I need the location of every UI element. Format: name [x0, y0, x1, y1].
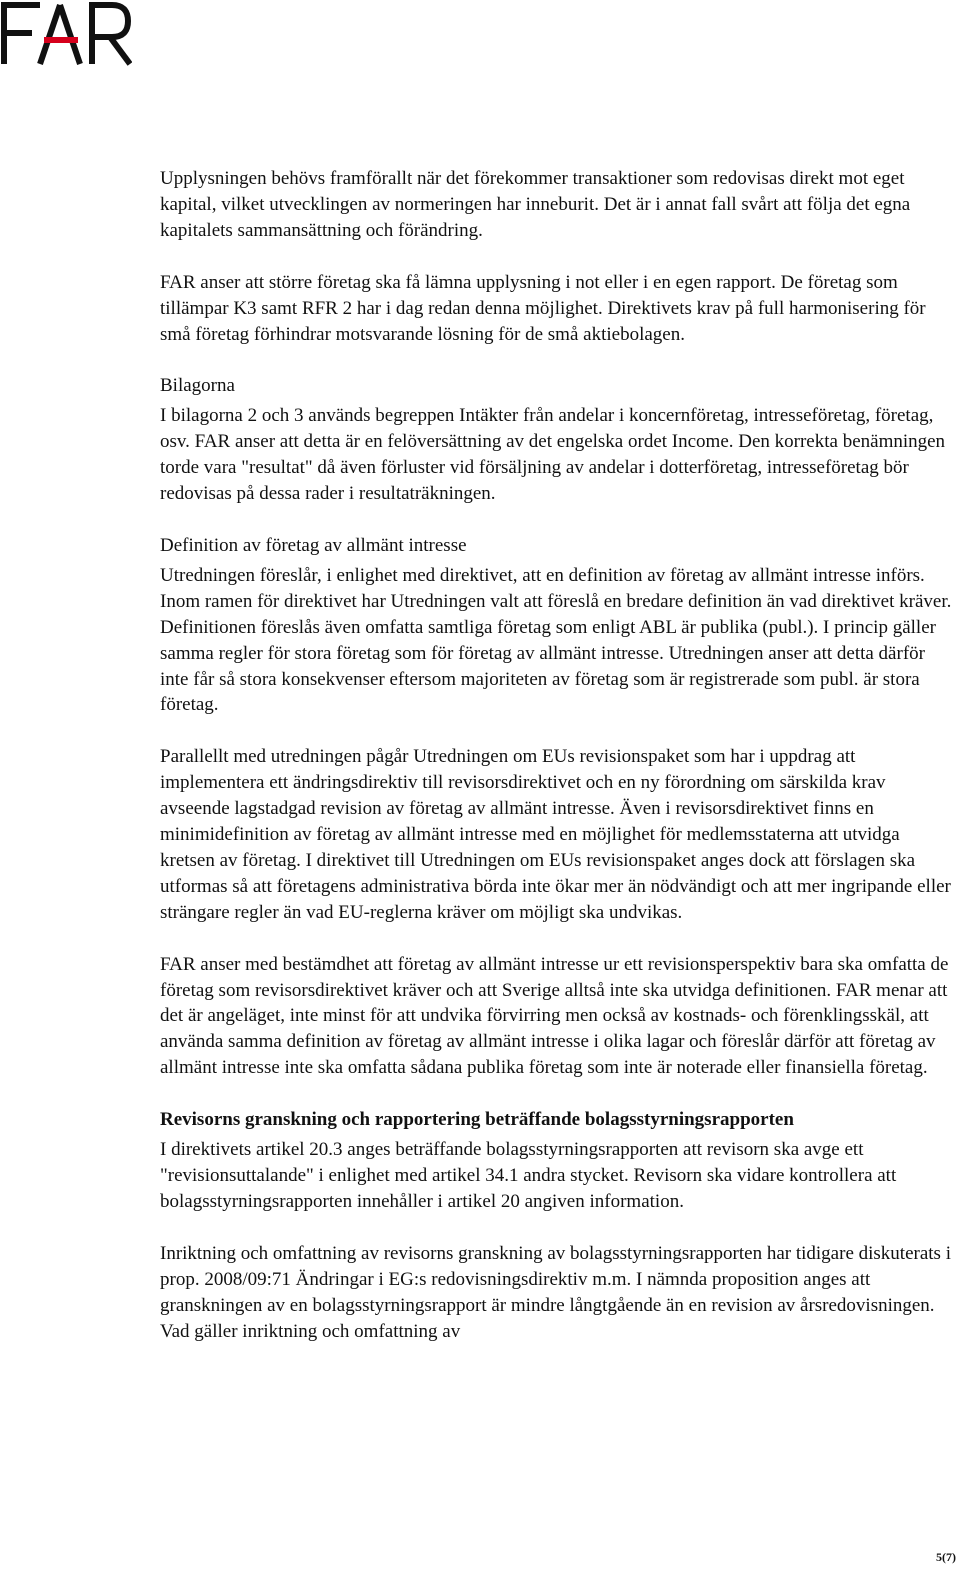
paragraph-definition: Utredningen föreslår, i enlighet med direktivet, att en definition av företag av allmänt intresse införs. Inom ramen för direktivet har Utredningen valt att föreslå en bredare definition än vad direktivet kräver. Definitionen föreslås även omfatta samtliga företag som enligt ABL är publika (publ.). I princip gäller samma regler för stora företag som för företag av allmänt intresse. Utredningen anser att detta därför inte får så stora konsekvenser eftersom majoriteten av företag som är registrerade som publ. är stora företag.: [160, 564, 952, 716]
document-body: [160, 166, 956, 1370]
paragraph-revisionspaket: Parallellt med utredningen pågår Utredningen om EUs revisionspaket som har i uppdrag att implementera ett ändringsdirektiv till revisorsdirektivet och en ny förordning om särskilda krav avseende lagstadgad revision av företag av allmänt intresse. Även i revisorsdirektivet finns en minimidefinition av företag av allmänt intresse med en möjlighet för medlemsstaterna att utvidga kretsen av företag. I direktivet till Utredningen om EUs revisionspaket anges dock att förslagen ska utformas så att företagens administrativa börda inte ökar mer än nödvändigt och att mer ingripande eller strängare regler än vad EU-reglerna kräver om möjligt ska undvikas.: [160, 746, 951, 923]
paragraph-eget-kapital: Upplysningen behövs framförallt när det förekommer transaktioner som redovisas direkt mot eget kapital, vilket utvecklingen av normeringen har inneburit. Det är i annat fall svårt att följa det egna kapitalets sammansättning och förändring.: [160, 168, 911, 241]
heading-definition: Definition av företag av allmänt intresse: [160, 534, 467, 556]
far-logo: [0, 0, 132, 66]
page-number: 5(7): [936, 1550, 956, 1564]
paragraph-inriktning: Inriktning och omfattning av revisorns granskning av bolagsstyrningsrapporten har tidigare diskuterats i prop. 2008/09:71 Ändringar i EG:s redovisningsdirektiv m.m. I nämnda proposition anges att granskningen av en bolagsstyrningsrapport är mindre långtgående än en revision av årsredovisningen. Vad gäller inriktning och omfattning av: [160, 1242, 951, 1342]
heading-bilagorna: Bilagorna: [160, 375, 235, 397]
paragraph-artikel-20: I direktivets artikel 20.3 anges beträffande bolagsstyrningsrapporten att revisorn ska avge ett "revisionsuttalande" i enlighet med artikel 34.1 andra stycket. Revisorn ska vidare kontrollera att bolagsstyrningsrapporten innehåller i artikel 20 angiven information.: [160, 1139, 897, 1212]
heading-revisorns-granskning: Revisorns granskning och rapportering beträffande bolagsstyrningsrapporten: [160, 1109, 794, 1131]
paragraph-far-bestamdhet: FAR anser med bestämdhet att företag av allmänt intresse ur ett revisionsperspektiv bara ska omfatta de företag som revisorsdirektivet kräver och att Sverige alltså inte ska utvidga definitionen. FAR menar att det är angeläget, inte minst för att undvika förvirring men också av kostnads- och förenklingsskäl, att använda samma definition av företag av allmänt intresse i olika lagar och föreslår därför att företag av allmänt intresse inte ska omfatta sådana publika företag som inte är noterade eller finansiella företag.: [160, 953, 949, 1079]
paragraph-far-anser-upplysning: FAR anser att större företag ska få lämna upplysning i not eller i en egen rapport. De företag som tillämpar K3 samt RFR 2 har i dag redan denna möjlighet. Direktivets krav på full harmonisering för små företag förhindrar motsvarande lösning för de små aktiebolagen.: [160, 271, 926, 345]
paragraph-bilagorna: I bilagorna 2 och 3 används begreppen Intäkter från andelar i koncernföretag, intresseföretag, företag, osv. FAR anser att detta är en felöversättning av det engelska ordet Income. Den korrekta benämningen torde vara "resultat" då även förluster vid försäljning av andelar i dotterföretag, intresseföretag bör redovisas på dessa rader i resultaträkningen.: [160, 405, 946, 505]
